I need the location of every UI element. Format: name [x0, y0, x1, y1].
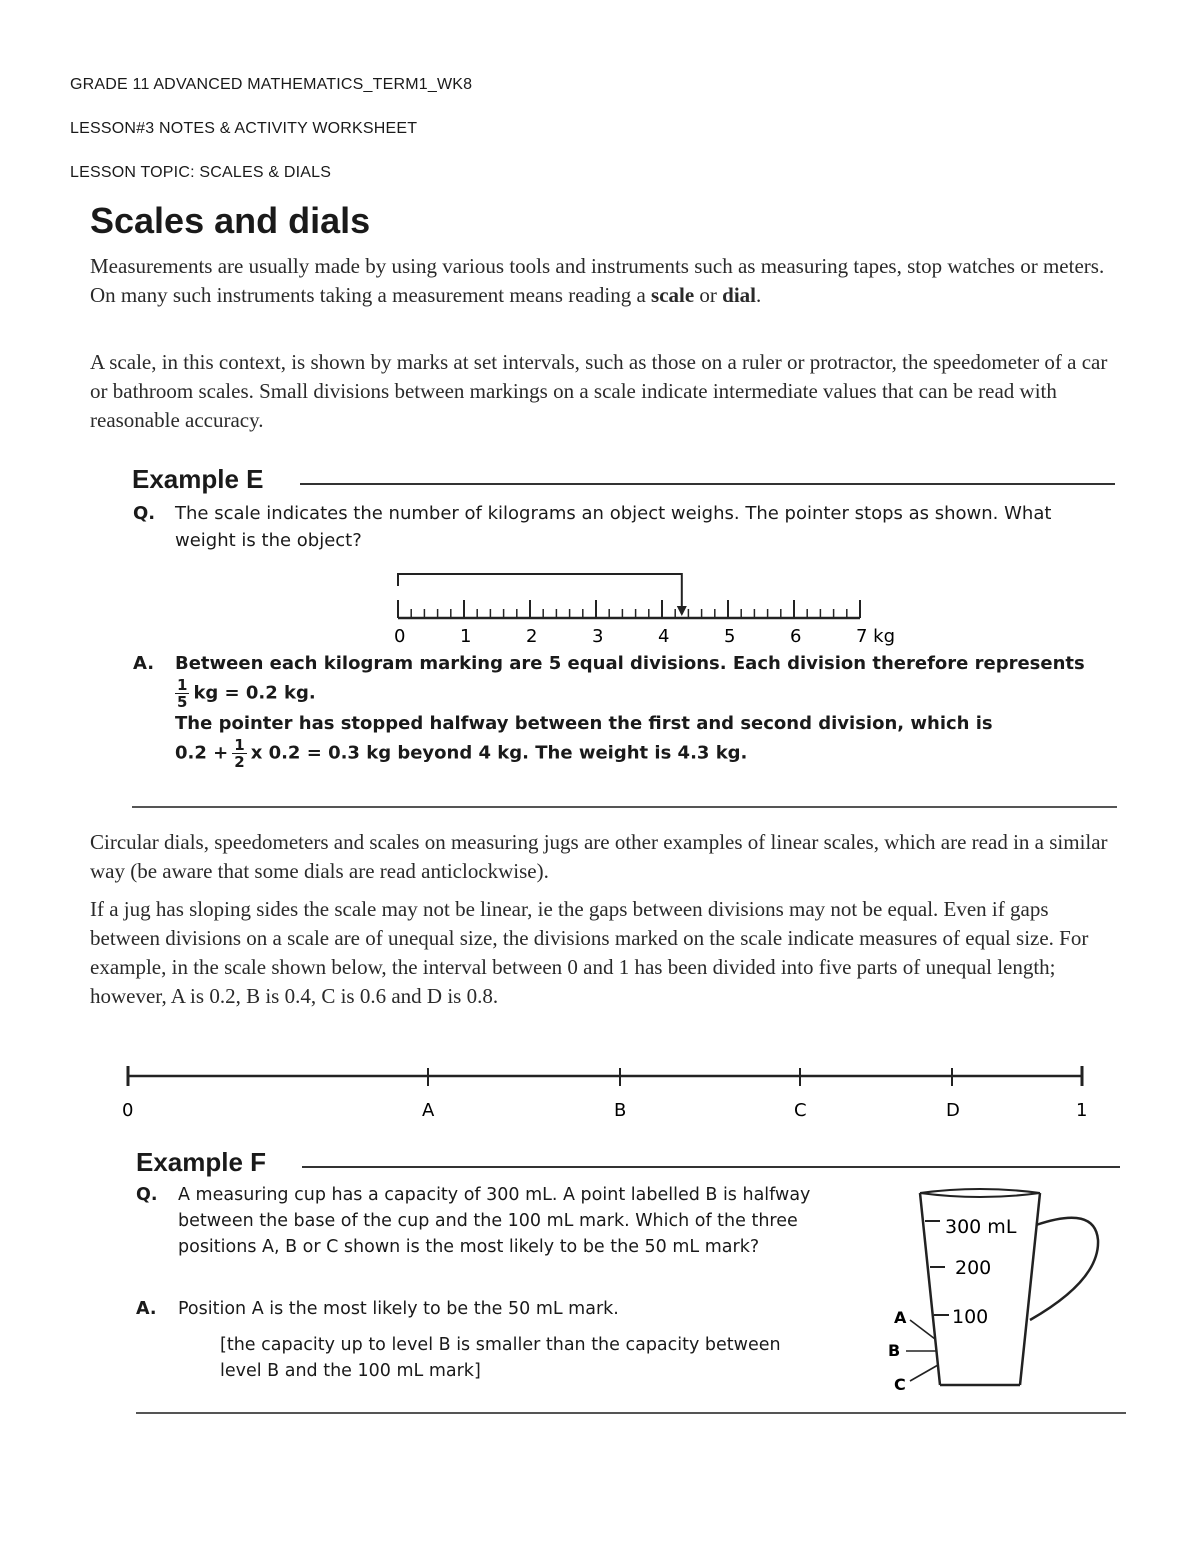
- header-worksheet: LESSON#3 NOTES & ACTIVITY WORKSHEET: [70, 120, 418, 137]
- example-f-title: Example F: [136, 1147, 267, 1177]
- header-course: GRADE 11 ADVANCED MATHEMATICS_TERM1_WK8: [70, 76, 473, 93]
- kg-scale-labels: [394, 626, 895, 647]
- frac1-num: 1: [177, 676, 188, 694]
- section-title: Scales and dials: [90, 200, 371, 241]
- kg-label: 1: [460, 626, 472, 647]
- cup-right-side: [1020, 1193, 1040, 1385]
- cup-rim-top: [920, 1189, 1040, 1193]
- example-f-answer-text: Position A is the most likely to be the 50 mL mark.: [178, 1299, 619, 1319]
- kg-label: 7 kg: [856, 626, 896, 647]
- frac1-den: 5: [177, 693, 188, 711]
- kg-scale: [380, 562, 920, 654]
- unequal-scale: [110, 1058, 1110, 1122]
- intro-or: or: [694, 283, 723, 307]
- question-label-f: Q.: [136, 1185, 158, 1205]
- answer-line-4a: 0.2 +: [175, 742, 229, 764]
- intro-paragraph: [90, 252, 1120, 310]
- answer-line-4b: x 0.2 = 0.3 kg beyond 4 kg. The weight is 4.3 kg.: [250, 742, 748, 764]
- kg-label: 3: [592, 626, 604, 647]
- intro-text: Measurements are usually made by using various tools and instruments such as measuring tapes, stop watches or meters. On many such instruments taking a measurement means reading a: [90, 254, 1105, 307]
- example-f-bottom-rule: [136, 1412, 1126, 1414]
- question-label: Q.: [133, 503, 156, 524]
- kg-pointer-head: [677, 606, 687, 616]
- answer-line-4: [175, 737, 1105, 770]
- example-e-rule: [300, 483, 1115, 485]
- term-scale: scale: [651, 283, 695, 307]
- example-e-question: [133, 500, 1075, 554]
- header-topic: LESSON TOPIC: SCALES & DIALS: [70, 164, 332, 181]
- example-f-rule: [302, 1166, 1120, 1168]
- example-e-answer: [133, 650, 1105, 771]
- linear-scales-paragraph: Circular dials, speedometers and scales on measuring jugs are other examples of linear scales, which are read in a similar way (be aware that some dials are read anticlockwise).: [90, 830, 1108, 883]
- unequal-label: B: [614, 1100, 627, 1121]
- frac2-den: 2: [234, 753, 245, 771]
- example-e-title: Example E: [132, 464, 264, 494]
- example-f-question-text: A measuring cup has a capacity of 300 mL. A point labelled B is halfway between the base of the cup and the 100 mL mark. Which of the three positions A, B or C shown is the most likely to be the 50 mL mark?: [178, 1185, 811, 1257]
- example-f-question: [136, 1182, 833, 1260]
- fraction-one-fifth: [175, 677, 189, 710]
- cup-label-300: 300 mL: [945, 1216, 1017, 1238]
- term-dial: dial: [722, 283, 757, 307]
- non-linear-paragraph: If a jug has sloping sides the scale may not be linear, ie the gaps between divisions may not be equal. Even if gaps between divisions on a scale are of unequal size, the divisions marked on the scale indicate measures of equal size. For example, in the scale shown below, the interval between 0 and 1 has been divided into five parts of unequal length; however, A is 0.2, B is 0.4, C is 0.6 and D is 0.8.: [90, 897, 1089, 1008]
- fraction-one-half: [232, 737, 246, 770]
- kg-label: 6: [790, 626, 802, 647]
- unequal-scale-marks: [122, 1066, 1087, 1121]
- unequal-label: D: [946, 1100, 960, 1121]
- unequal-label: 1: [1076, 1100, 1088, 1121]
- kg-pointer-frame: [398, 574, 682, 614]
- example-e-bottom-rule: [132, 806, 1117, 808]
- position-c-label: C: [894, 1375, 906, 1394]
- unequal-label: A: [422, 1100, 435, 1121]
- cup-handle: [1030, 1218, 1098, 1320]
- position-b-label: B: [888, 1341, 901, 1360]
- answer-label-f: A.: [136, 1299, 157, 1319]
- kg-label: 5: [724, 626, 736, 647]
- kg-label: 2: [526, 626, 538, 647]
- cup-label-200: 200: [955, 1257, 992, 1279]
- scale-definition-paragraph: A scale, in this context, is shown by marks at set intervals, such as those on a ruler or protractor, the speedometer of a car or bathroom scales. Small divisions between markings on a scale indicate intermediate values that can be read with reasonable accuracy.: [90, 350, 1108, 432]
- cup-rim-bottom: [920, 1193, 1040, 1197]
- position-c-arrow: [910, 1365, 938, 1381]
- frac2-num: 1: [234, 736, 245, 754]
- example-f-note: [the capacity up to level B is smaller than the capacity between level B and the 100 mL mark]: [220, 1335, 781, 1381]
- kg-label: 0: [394, 626, 406, 647]
- kg-label: 4: [658, 626, 670, 647]
- unequal-label: C: [794, 1100, 807, 1121]
- answer-label: A.: [133, 653, 155, 674]
- unequal-label: 0: [122, 1100, 134, 1121]
- position-a-arrow: [910, 1320, 935, 1339]
- kg-scale-ticks: [398, 600, 860, 618]
- example-f-answer: [136, 1296, 838, 1322]
- measuring-cup: [880, 1185, 1110, 1395]
- example-e-question-text: The scale indicates the number of kilograms an object weighs. The pointer stops as shown. What weight is the object?: [175, 503, 1052, 551]
- answer-line-2-text: kg = 0.2 kg.: [193, 682, 316, 704]
- cup-label-100: 100: [952, 1306, 989, 1328]
- kg-pointer: [398, 574, 687, 616]
- answer-line-3: The pointer has stopped halfway between the first and second division, which is: [175, 713, 993, 734]
- position-a-label: A: [894, 1308, 907, 1327]
- answer-line-1: Between each kilogram marking are 5 equal divisions. Each division therefore represents: [175, 653, 1085, 674]
- intro-end: .: [756, 283, 762, 307]
- answer-line-2: [175, 677, 1105, 710]
